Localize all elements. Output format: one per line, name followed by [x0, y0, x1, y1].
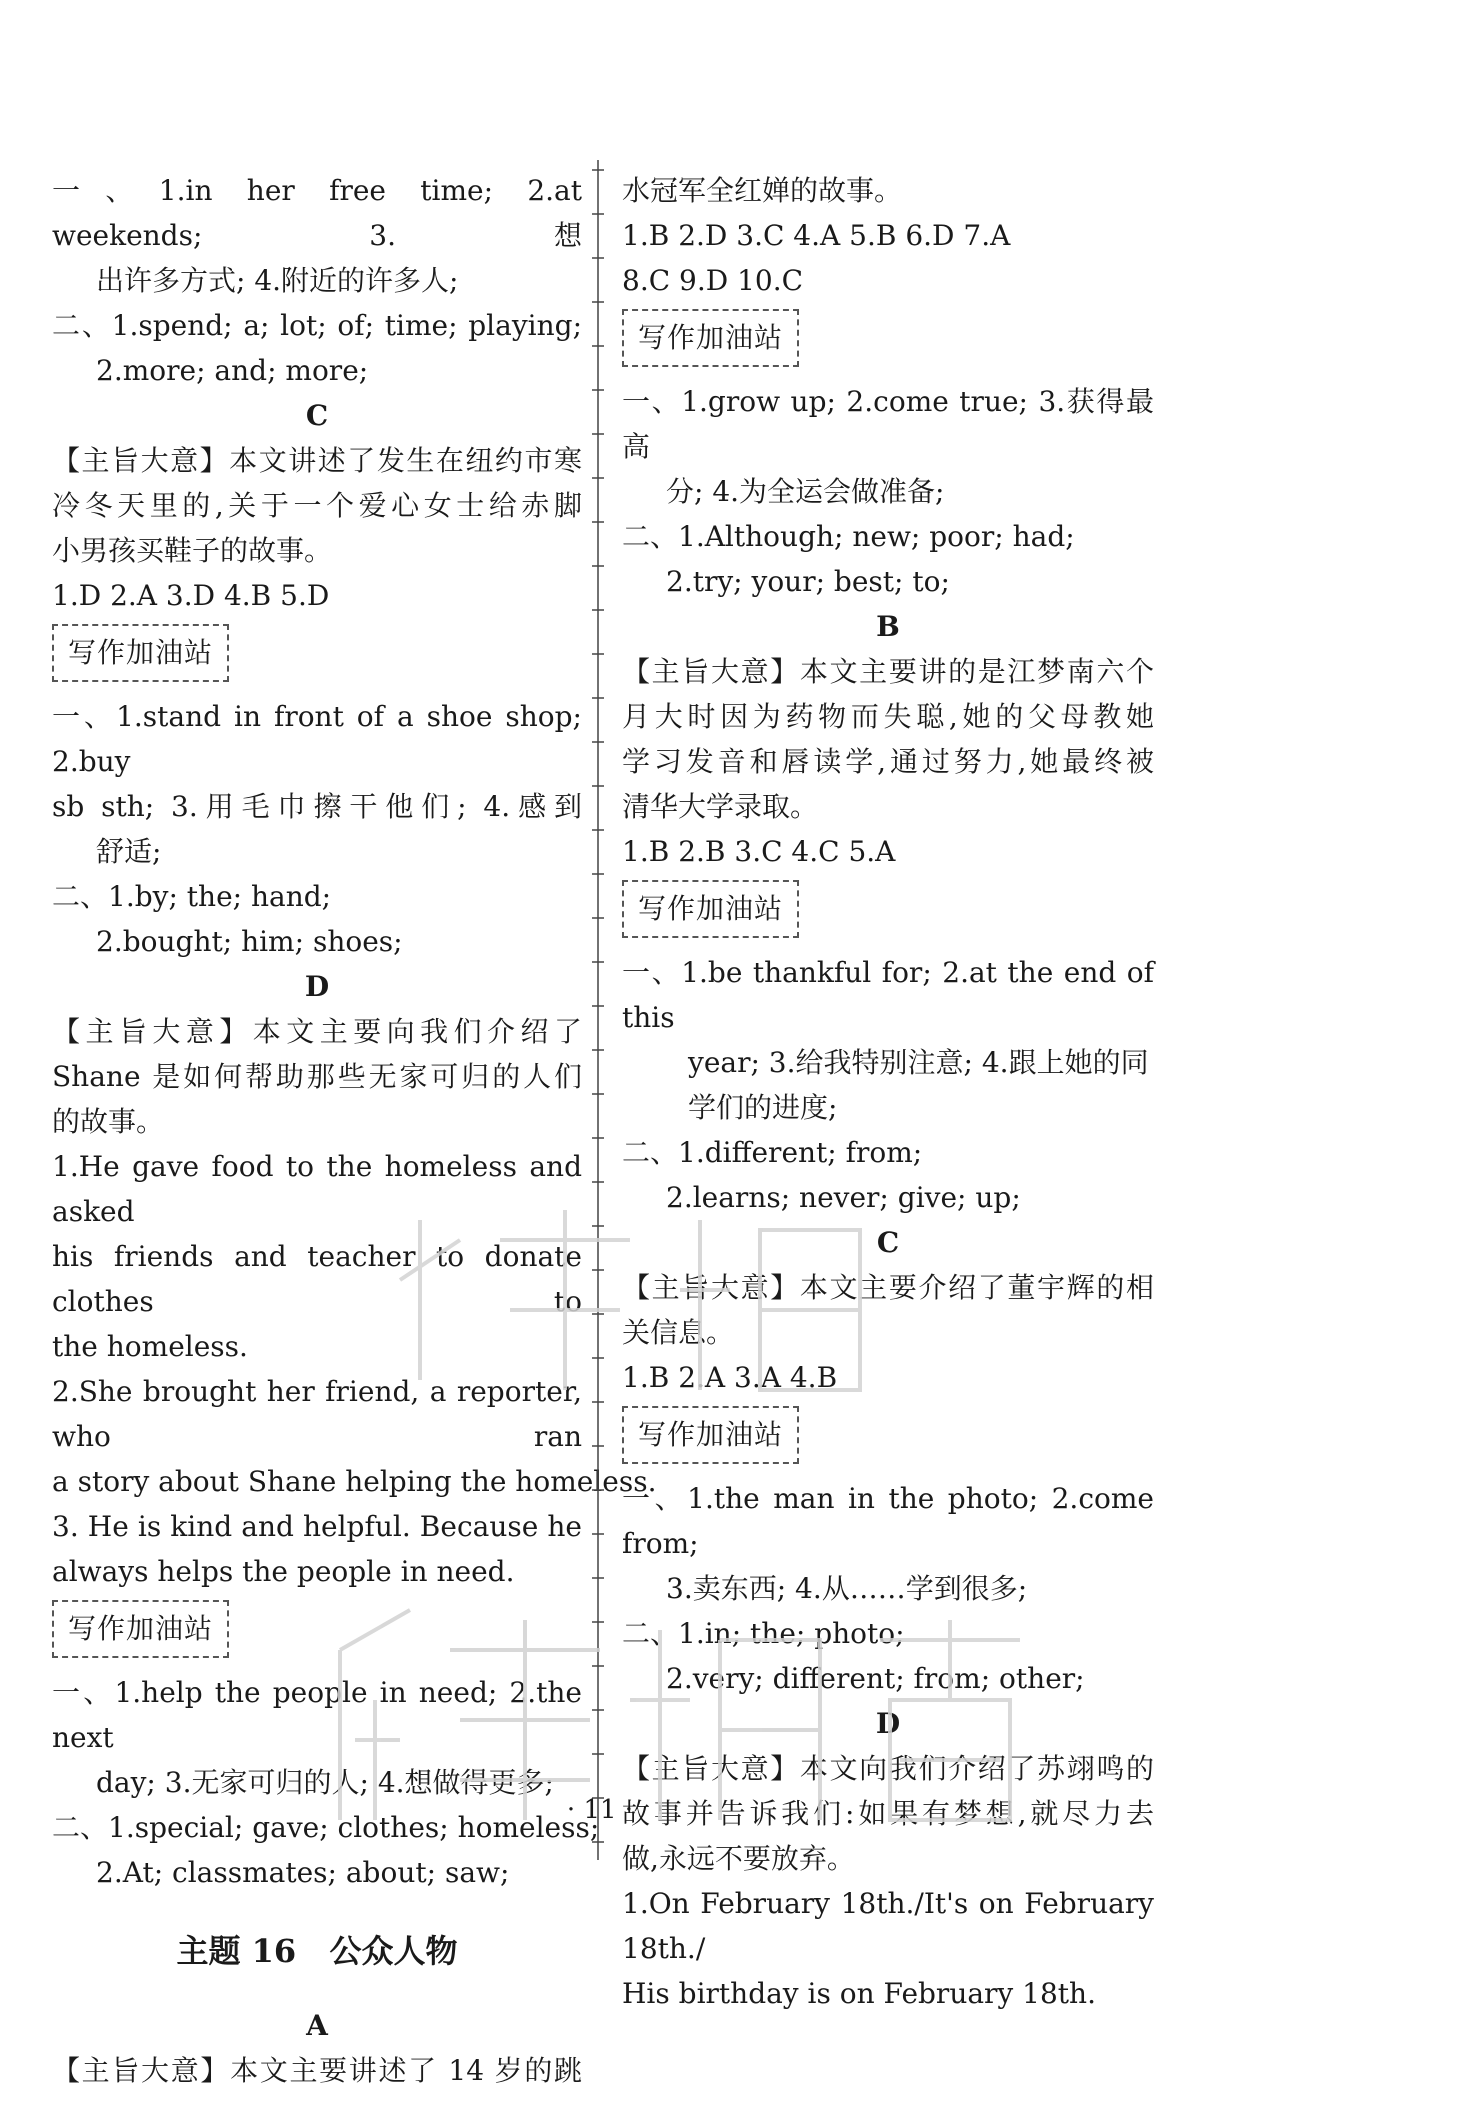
text-line: 2.learns; never; give; up;	[666, 1181, 1021, 1214]
text-line: 水冠军全红婵的故事。	[622, 174, 903, 207]
text-line: Shane 是如何帮助那些无家可归的人们	[52, 1060, 582, 1093]
text-line: 2.very; different; from; other;	[666, 1662, 1085, 1695]
text-line: 的故事。	[52, 1105, 165, 1138]
text-line: his friends and teacher to donate clothes to	[52, 1240, 582, 1318]
text-line: 一、1.help the people in need; 2.the next	[52, 1676, 582, 1754]
section-heading: 写作加油站	[622, 1406, 799, 1464]
text-line: 1.On February 18th./It's on February 18th./	[622, 1887, 1154, 1965]
text-line: 分; 4.为全运会做准备;	[666, 475, 945, 508]
text-line: 2.bought; him; shoes;	[96, 925, 403, 958]
text-line: year; 3.给我特别注意; 4.跟上她的同	[688, 1046, 1149, 1079]
text-line: 小男孩买鞋子的故事。	[52, 534, 333, 567]
section-box	[622, 309, 1154, 369]
text-line: 1.B 2.B 3.C 4.C 5.A	[622, 835, 896, 868]
text-line: 【主旨大意】本文主要讲的是江梦南六个	[622, 655, 1154, 688]
text-line: 学习发音和唇读学,通过努力,她最终被	[622, 745, 1154, 778]
column-divider	[591, 160, 605, 1860]
text-line: 冷冬天里的,关于一个爱心女士给赤脚	[52, 489, 582, 522]
passage-letter: A	[306, 2009, 328, 2042]
passage-letter: D	[875, 1707, 901, 1740]
section-box	[622, 880, 1154, 940]
text-line: 一、1.stand in front of a shoe shop; 2.buy	[52, 700, 582, 778]
text-line: 关信息。	[622, 1316, 735, 1349]
section-box	[622, 1406, 1154, 1466]
section-heading: 写作加油站	[52, 1600, 229, 1658]
text-line: 2.try; your; best; to;	[666, 565, 950, 598]
text-line: 故事并告诉我们:如果有梦想,就尽力去	[622, 1797, 1154, 1830]
text-line: 一、1.in her free time; 2.at weekends; 3.想	[52, 174, 582, 252]
text-line: sb sth; 3.用毛巾擦干他们; 4.感到	[52, 790, 582, 823]
theme-title: 主题 16 公众人物	[176, 1932, 458, 1970]
text-line: 二、1.Although; new; poor; had;	[622, 520, 1075, 553]
section-box	[52, 1600, 582, 1660]
right-column	[622, 168, 1154, 2016]
text-line: 1.B 2.A 3.A 4.B	[622, 1361, 838, 1394]
text-line: 一、1.the man in the photo; 2.come from;	[622, 1482, 1154, 1560]
text-line: 2.more; and; more;	[96, 354, 369, 387]
text-line: His birthday is on February 18th.	[622, 1977, 1096, 2010]
section-heading: 写作加油站	[622, 880, 799, 938]
text-line: 【主旨大意】本文向我们介绍了苏翊鸣的	[622, 1752, 1154, 1785]
text-line: 二、1.by; the; hand;	[52, 880, 332, 913]
text-line: 月大时因为药物而失聪,她的父母教她	[622, 700, 1154, 733]
text-line: 清华大学录取。	[622, 790, 819, 823]
text-line: 2.At; classmates; about; saw;	[96, 1856, 510, 1889]
text-line: 3. He is kind and helpful. Because he	[52, 1510, 582, 1543]
text-line: 2.She brought her friend, a reporter, who ran	[52, 1375, 582, 1453]
passage-letter: D	[304, 970, 330, 1003]
text-line: 1.B 2.D 3.C 4.A 5.B 6.D 7.A	[622, 219, 1011, 252]
text-line: 1.D 2.A 3.D 4.B 5.D	[52, 579, 330, 612]
section-heading: 写作加油站	[52, 624, 229, 682]
text-line: 【主旨大意】本文主要介绍了董宇辉的相	[622, 1271, 1154, 1304]
text-line: 出许多方式; 4.附近的许多人;	[96, 264, 459, 297]
text-line: the homeless.	[52, 1330, 248, 1363]
text-line: a story about Shane helping the homeless.	[52, 1465, 657, 1498]
text-line: 二、1.different; from;	[622, 1136, 923, 1169]
page-number: · 11 ·	[566, 1795, 634, 1825]
text-line: 一、1.grow up; 2.come true; 3.获得最高	[622, 385, 1154, 463]
text-line: 做,永远不要放弃。	[622, 1842, 855, 1875]
text-line: 舒适;	[96, 835, 162, 868]
text-line: 【主旨大意】本文主要讲述了 14 岁的跳	[52, 2054, 582, 2087]
text-line: 二、1.special; gave; clothes; homeless;	[52, 1811, 600, 1844]
text-line: 二、1.spend; a; lot; of; time; playing;	[52, 309, 582, 342]
passage-letter: C	[876, 1226, 900, 1259]
text-line: 一、1.be thankful for; 2.at the end of this	[622, 956, 1154, 1034]
text-line: 学们的进度;	[688, 1091, 838, 1124]
passage-letter: B	[876, 610, 900, 643]
text-line: 【主旨大意】本文主要向我们介绍了	[52, 1015, 582, 1048]
section-heading: 写作加油站	[622, 309, 799, 367]
text-line: 【主旨大意】本文讲述了发生在纽约市寒	[52, 444, 582, 477]
section-box	[52, 624, 582, 684]
passage-letter: C	[305, 399, 329, 432]
text-line: 3.卖东西; 4.从……学到很多;	[666, 1572, 1028, 1605]
text-line: always helps the people in need.	[52, 1555, 515, 1588]
text-line: 二、1.in; the; photo;	[622, 1617, 905, 1650]
text-line: 8.C 9.D 10.C	[622, 264, 804, 297]
text-line: day; 3.无家可归的人; 4.想做得更多;	[96, 1766, 554, 1799]
text-line: 1.He gave food to the homeless and asked	[52, 1150, 582, 1228]
